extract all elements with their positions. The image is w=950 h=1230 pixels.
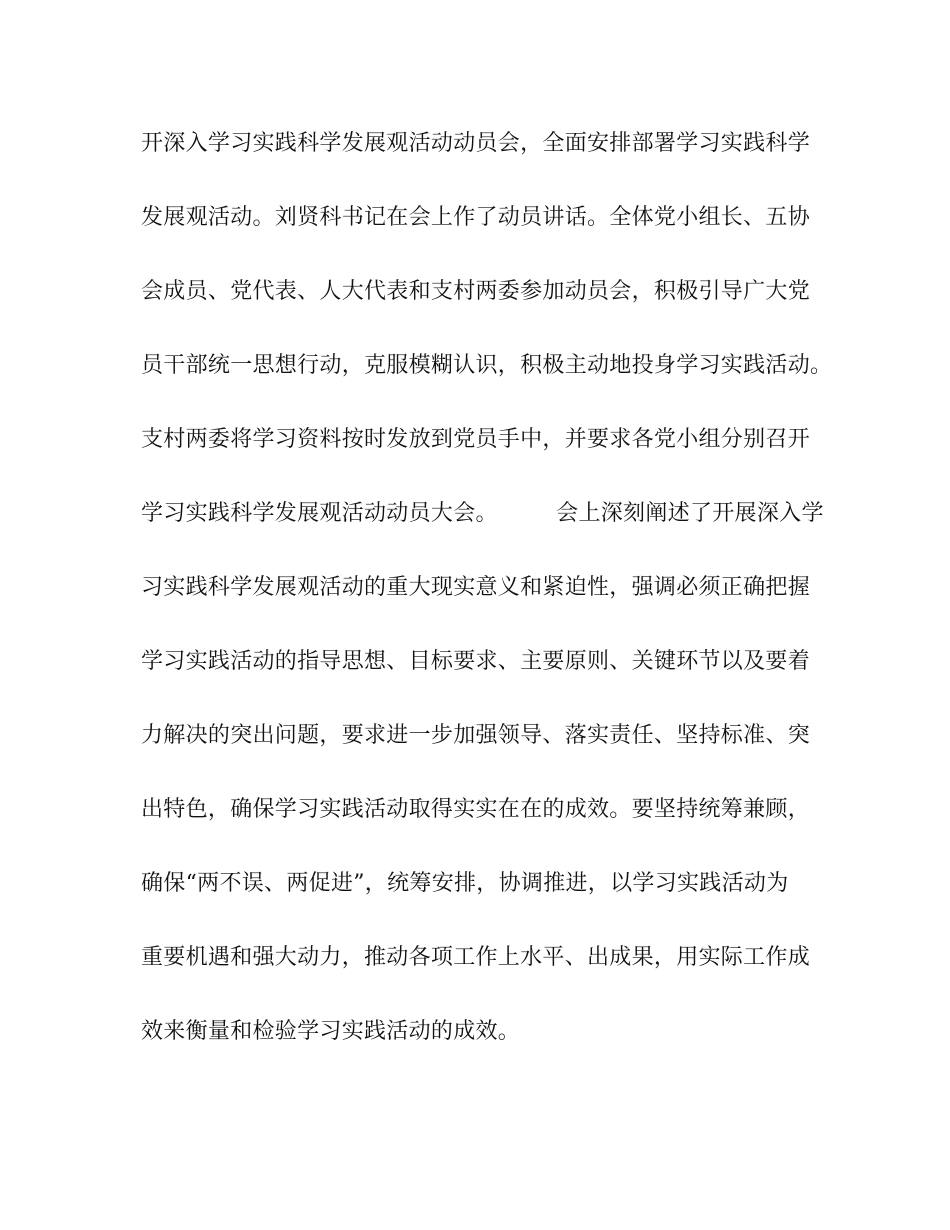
text-line: 效来衡量和检验学习实践活动的成效。 — [141, 1019, 521, 1044]
text-line: 支村两委将学习资料按时发放到党员手中，并要求各党小组分别召开 — [141, 427, 811, 452]
text-line: 力解决的突出问题，要求进一步加强领导、落实责任、坚持标准、突 — [141, 723, 811, 748]
text-line: 开深入学习实践科学发展观活动动员会，全面安排部署学习实践科学 — [141, 131, 811, 156]
text-line: 重要机遇和强大动力，推动各项工作上水平、出成果，用实际工作成 — [141, 945, 811, 970]
text-line: 会成员、党代表、人大代表和支村两委参加动员会，积极引导广大党 — [141, 279, 811, 304]
text-line: 发展观活动。刘贤科书记在会上作了动员讲话。全体党小组长、五协 — [141, 205, 811, 230]
text-line: 确保“两不误、两促进”，统筹安排，协调推进，以学习实践活动为 — [141, 871, 789, 896]
text-line: 习实践科学发展观活动的重大现实意义和紧迫性，强调必须正确把握 — [141, 575, 811, 600]
text-line: 出特色，确保学习实践活动取得实实在在的成效。要坚持统筹兼顾， — [141, 797, 811, 822]
text-line: 员干部统一思想行动，克服模糊认识，积极主动地投身学习实践活动。 — [141, 353, 833, 378]
text-line: 学习实践科学发展观活动动员大会。 会上深刻阐述了开展深入学 — [141, 501, 824, 526]
text-line: 学习实践活动的指导思想、目标要求、主要原则、关键环节以及要着 — [141, 649, 811, 674]
